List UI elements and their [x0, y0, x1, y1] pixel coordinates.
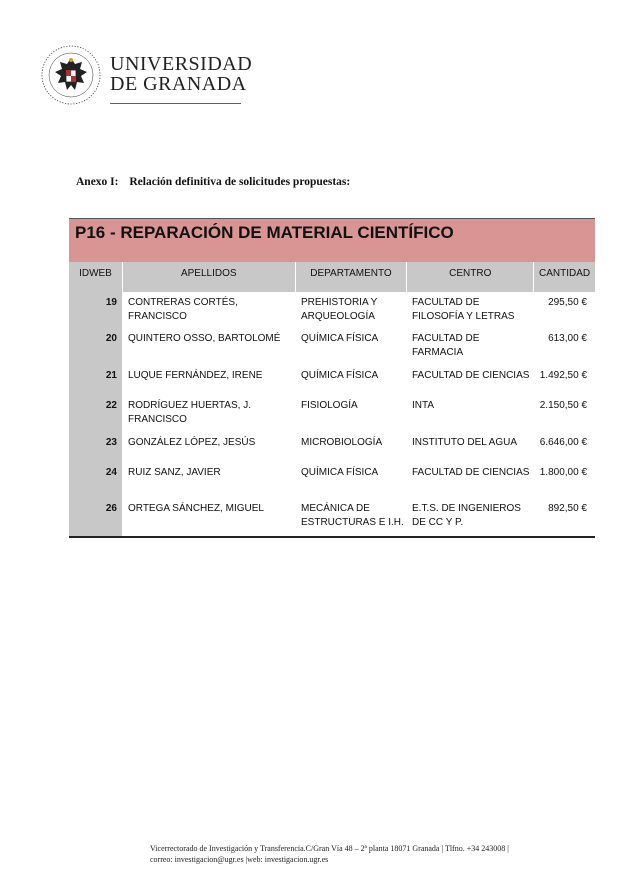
cell-apellidos: CONTRERAS CORTÉS, FRANCISCO [128, 297, 238, 322]
table-header [69, 262, 595, 292]
header-rule [110, 103, 241, 104]
cell-idweb: 20 [69, 328, 122, 365]
table-row [69, 462, 595, 498]
cell-centro: FACULTAD DE FILOSOFÍA Y LETRAS [412, 297, 515, 322]
table-row [69, 292, 595, 328]
university-name-line2: DE GRANADA [110, 73, 247, 95]
table-row [69, 395, 595, 432]
cell-idweb: 24 [69, 462, 122, 498]
table-body [69, 292, 595, 538]
cell-departamento: PREHISTORIA Y ARQUEOLOGÍA [301, 297, 378, 322]
table-row [69, 328, 595, 365]
cell-apellidos: GONZÁLEZ LÓPEZ, JESÚS [128, 437, 256, 448]
annex-heading [76, 176, 350, 188]
cell-centro: INTA [412, 400, 435, 411]
cell-departamento: FISIOLOGÍA [301, 400, 358, 411]
cell-centro: FACULTAD DE CIENCIAS [412, 467, 530, 478]
cell-cantidad: 6.646,00 € [539, 437, 587, 448]
column-header-centro: CENTRO [407, 262, 533, 292]
cell-centro: E.T.S. DE INGENIEROS DE CC Y P. [412, 503, 521, 528]
cell-apellidos: RODRÍGUEZ HUERTAS, J. FRANCISCO [128, 400, 251, 425]
university-name [110, 54, 252, 94]
column-header-cantidad: CANTIDAD [534, 262, 595, 292]
cell-idweb: 22 [69, 395, 122, 432]
cell-centro: FACULTAD DE CIENCIAS [412, 370, 530, 381]
cell-apellidos: ORTEGA SÁNCHEZ, MIGUEL [128, 503, 264, 514]
table-row [69, 432, 595, 462]
cell-departamento: QUÍMICA FÍSICA [301, 370, 379, 381]
table-row [69, 498, 595, 536]
footer-contact: correo: investigacion@ugr.es |web: investigacion.ugr.es [150, 855, 329, 864]
university-seal-icon [40, 44, 102, 106]
results-table [69, 218, 595, 538]
cell-idweb: 23 [69, 432, 122, 462]
table-banner: P16 - REPARACIÓN DE MATERIAL CIENTÍFICO [69, 218, 595, 262]
cell-departamento: QUÍMICA FÍSICA [301, 467, 379, 478]
page-footer [150, 843, 570, 865]
annex-title: Relación definitiva de solicitudes propuestas: [129, 176, 351, 188]
cell-departamento: MICROBIOLOGÍA [301, 437, 383, 448]
table-row [69, 365, 595, 395]
footer-address: Vicerrectorado de Investigación y Transferencia.C/Gran Vía 48 – 2ª planta 18071 Granada | Tlfno. +34 243008 | [150, 844, 509, 853]
cell-cantidad: 613,00 € [548, 333, 587, 344]
cell-idweb: 21 [69, 365, 122, 395]
cell-departamento: QUÍMICA FÍSICA [301, 333, 379, 344]
university-name-line1: UNIVERSIDAD [110, 53, 253, 75]
cell-apellidos: QUINTERO OSSO, BARTOLOMÉ [128, 333, 281, 344]
column-header-apellidos: APELLIDOS [123, 262, 295, 292]
column-header-departamento: DEPARTAMENTO [296, 262, 407, 292]
cell-cantidad: 1.800,00 € [539, 467, 587, 478]
cell-departamento: MECÁNICA DE ESTRUCTURAS E I.H. [301, 503, 404, 528]
cell-cantidad: 892,50 € [548, 503, 587, 514]
cell-apellidos: RUIZ SANZ, JAVIER [128, 467, 221, 478]
cell-centro: INSTITUTO DEL AGUA [412, 437, 518, 448]
cell-cantidad: 1.492,50 € [539, 370, 587, 381]
cell-apellidos: LUQUE FERNÁNDEZ, IRENE [128, 370, 263, 381]
cell-cantidad: 295,50 € [548, 297, 587, 308]
annex-label: Anexo I: [76, 176, 119, 188]
column-header-idweb: IDWEB [69, 262, 122, 292]
cell-centro: FACULTAD DE FARMACIA [412, 333, 480, 358]
cell-cantidad: 2.150,50 € [539, 400, 587, 411]
cell-idweb: 19 [69, 292, 122, 328]
cell-idweb: 26 [69, 498, 122, 536]
